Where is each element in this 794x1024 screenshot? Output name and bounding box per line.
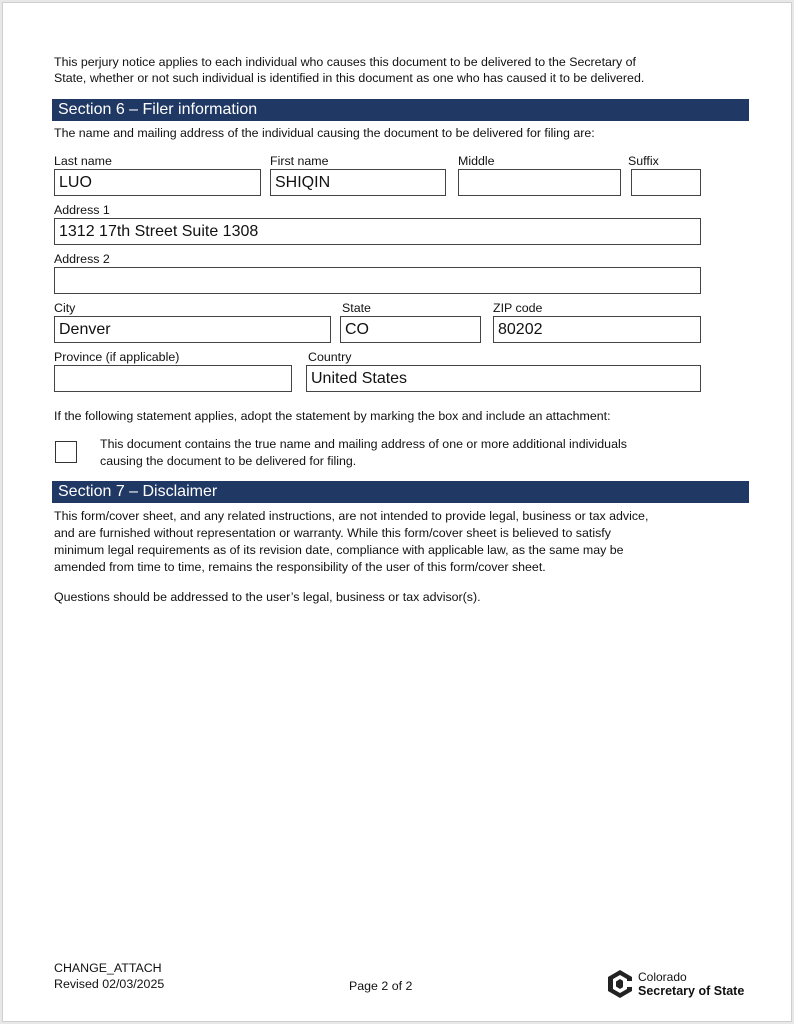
first-name-label: First name <box>270 154 329 168</box>
revised-date: Revised 02/03/2025 <box>54 977 165 991</box>
state-field[interactable]: CO <box>340 316 481 343</box>
country-field[interactable]: United States <box>306 365 701 392</box>
page-number: Page 2 of 2 <box>349 979 413 993</box>
additional-individuals-checkbox[interactable] <box>55 441 77 463</box>
document-page <box>2 2 792 1022</box>
address1-label: Address 1 <box>54 203 110 217</box>
form-id: CHANGE_ATTACH <box>54 961 162 975</box>
logo-text-colorado: Colorado <box>638 970 687 984</box>
country-label: Country <box>308 350 352 364</box>
suffix-label: Suffix <box>628 154 659 168</box>
city-label: City <box>54 301 76 315</box>
colorado-sos-logo-icon <box>606 969 634 999</box>
colorado-sos-logo <box>606 967 756 1003</box>
section7-banner: Section 7 – Disclaimer <box>52 481 749 503</box>
zip-field[interactable]: 80202 <box>493 316 701 343</box>
disclaimer-line4: amended from time to time, remains the responsibility of the user of this form/cover sheet. <box>54 560 546 574</box>
disclaimer-line1: This form/cover sheet, and any related instructions, are not intended to provide legal, business or tax advice, <box>54 509 649 523</box>
perjury-notice-line2: State, whether or not such individual is identified in this document as one who has caused it to be delivered. <box>54 71 645 85</box>
suffix-field[interactable] <box>631 169 701 196</box>
address2-field[interactable] <box>54 267 701 294</box>
middle-label: Middle <box>458 154 495 168</box>
checkbox-statement-line2: causing the document to be delivered for filing. <box>100 454 357 468</box>
logo-text-secretary: Secretary of State <box>638 984 745 998</box>
perjury-notice-line1: This perjury notice applies to each individual who causes this document to be delivered to the Secretary of <box>54 55 636 69</box>
section6-banner: Section 6 – Filer information <box>52 99 749 121</box>
section6-intro: The name and mailing address of the individual causing the document to be delivered for filing are: <box>54 126 595 140</box>
last-name-field[interactable]: LUO <box>54 169 261 196</box>
zip-label: ZIP code <box>493 301 543 315</box>
disclaimer-questions: Questions should be addressed to the user’s legal, business or tax advisor(s). <box>54 590 481 604</box>
statement-intro: If the following statement applies, adopt the statement by marking the box and include an attachment: <box>54 409 611 423</box>
checkbox-statement-line1: This document contains the true name and mailing address of one or more additional individuals <box>100 437 627 451</box>
address1-field[interactable]: 1312 17th Street Suite 1308 <box>54 218 701 245</box>
first-name-field[interactable]: SHIQIN <box>270 169 446 196</box>
state-label: State <box>342 301 371 315</box>
province-field[interactable] <box>54 365 292 392</box>
province-label: Province (if applicable) <box>54 350 180 364</box>
disclaimer-line3: minimum legal requirements as of its revision date, compliance with applicable law, as the same may be <box>54 543 624 557</box>
address2-label: Address 2 <box>54 252 110 266</box>
city-field[interactable]: Denver <box>54 316 331 343</box>
last-name-label: Last name <box>54 154 112 168</box>
middle-field[interactable] <box>458 169 621 196</box>
disclaimer-line2: and are furnished without representation or warranty. While this form/cover sheet is believed to satisfy <box>54 526 611 540</box>
